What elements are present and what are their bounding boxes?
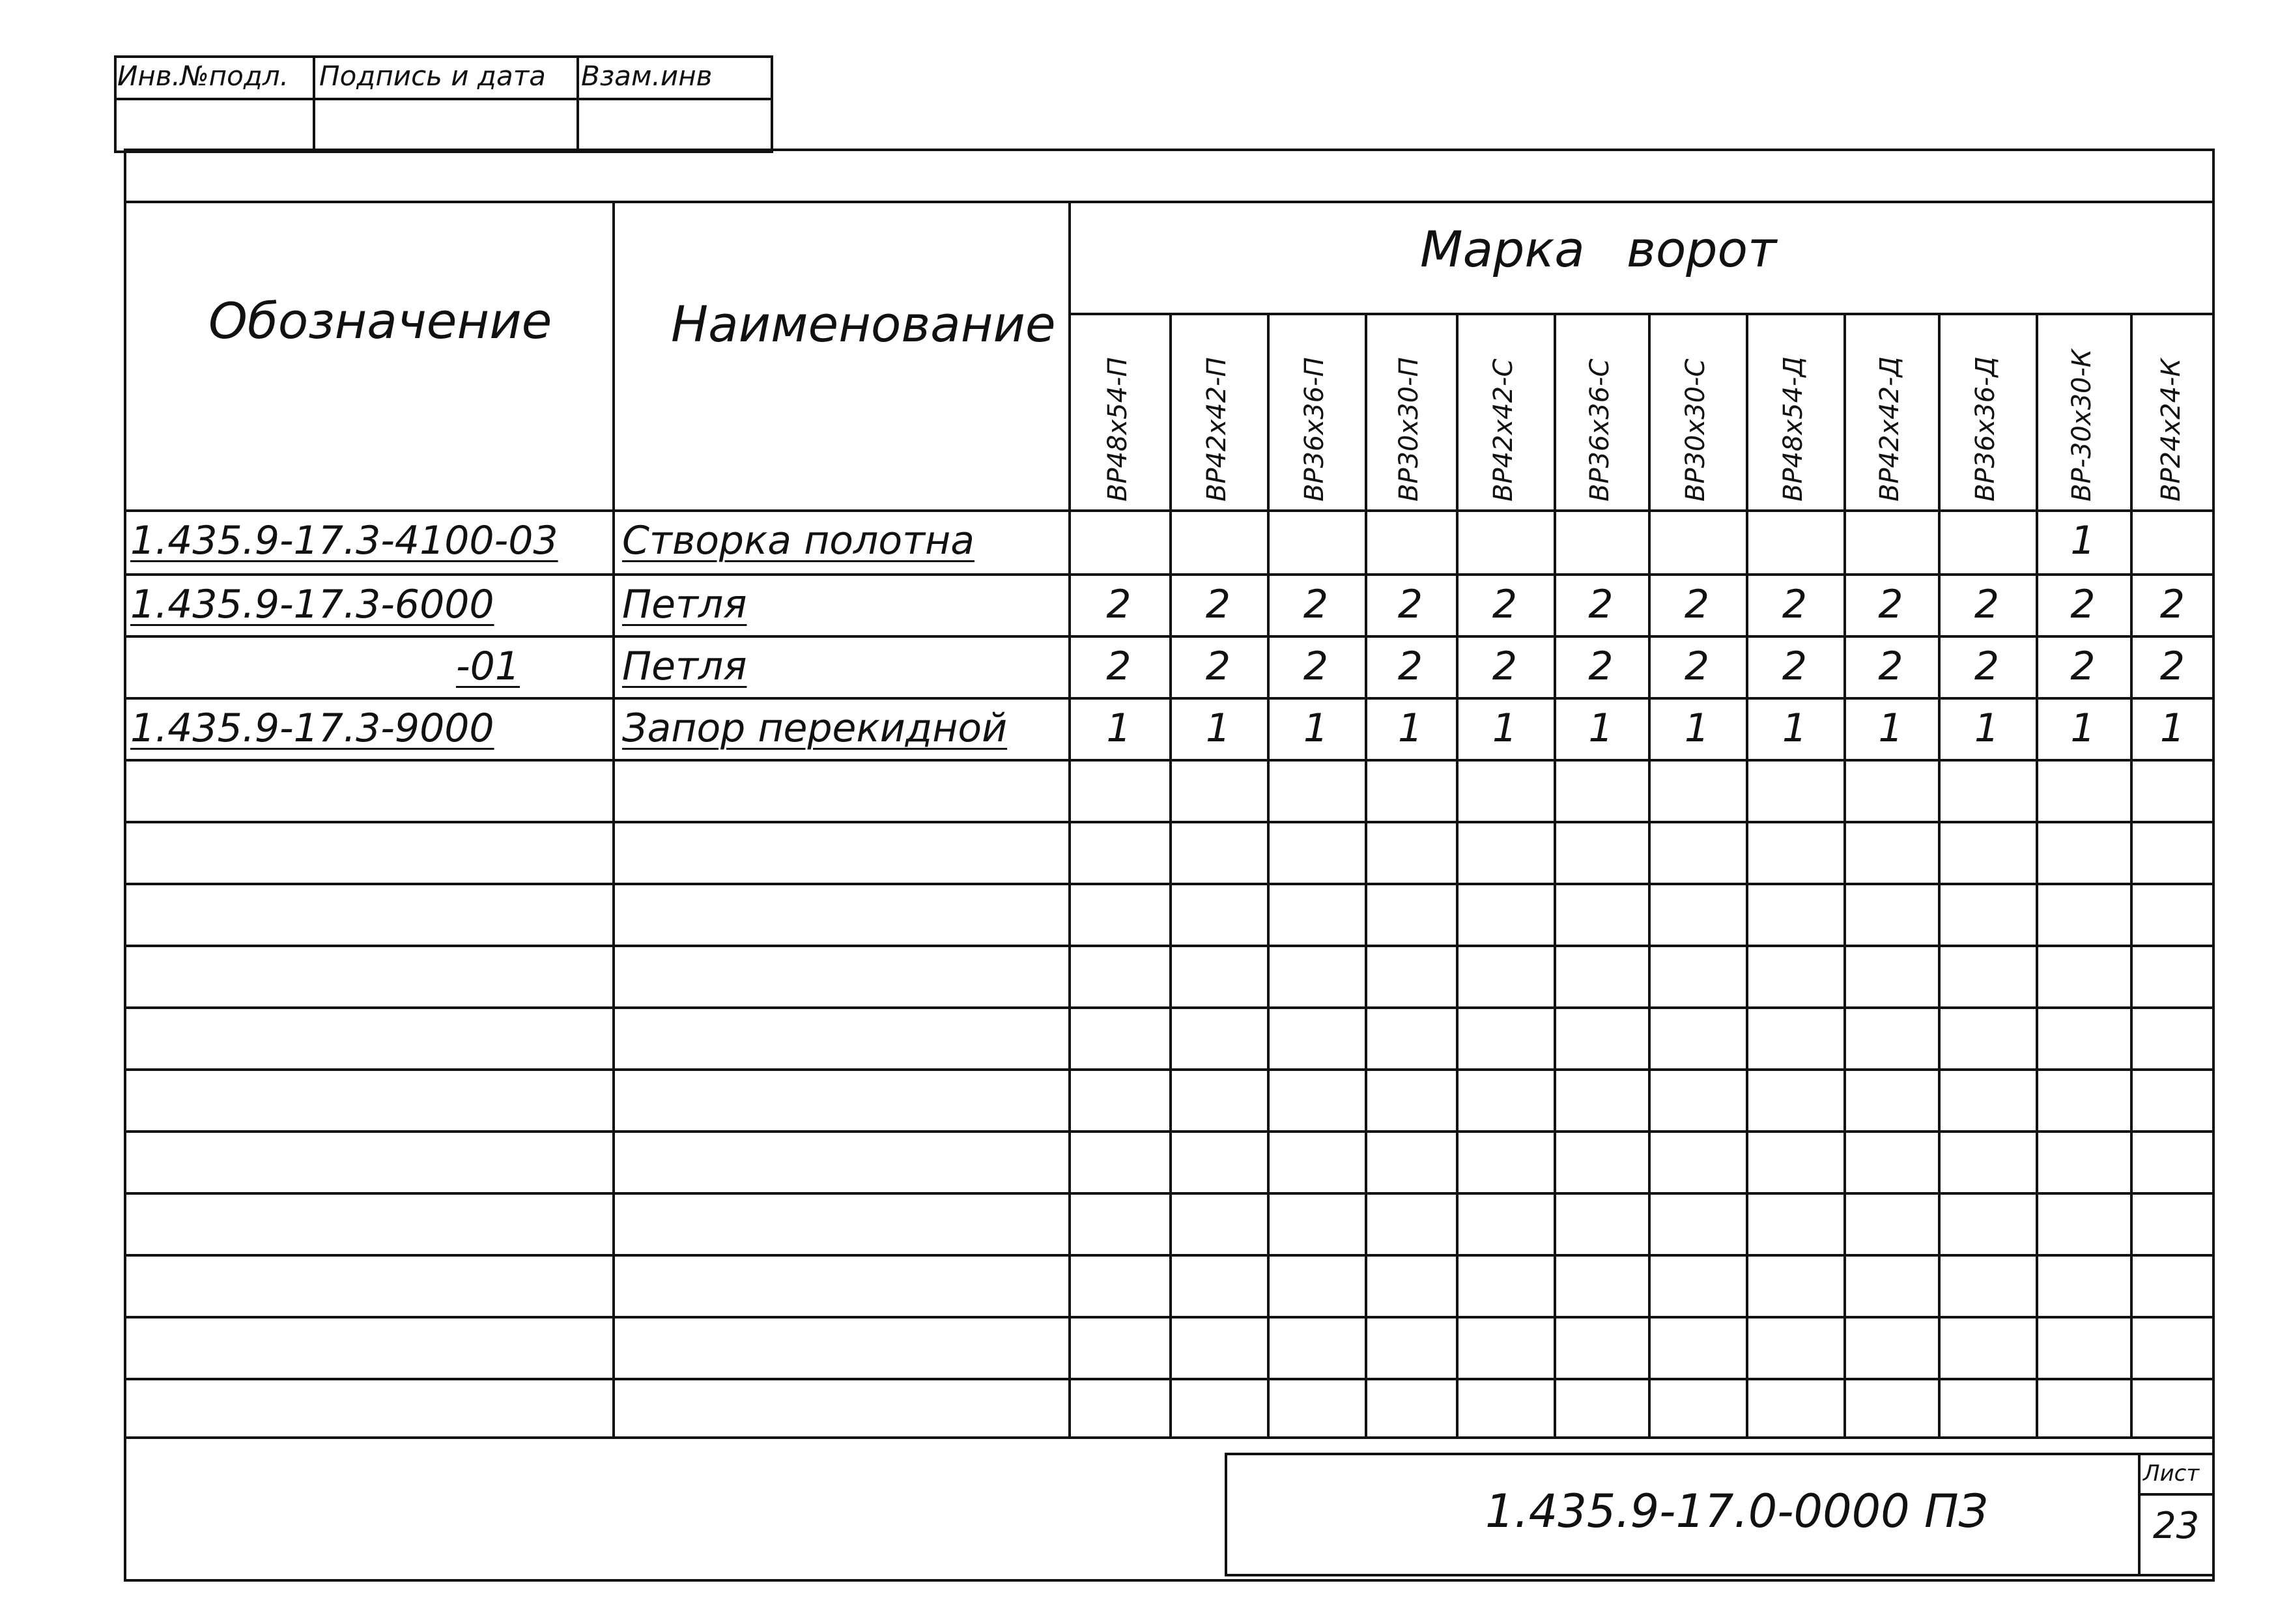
header-bottom-line [124, 509, 2215, 512]
column-header-label: ВР48x54-Д [1778, 356, 1808, 502]
row-qty: 2 [1106, 582, 1131, 627]
qty-col-line [2130, 313, 2133, 1436]
qty-col-line [1456, 313, 1459, 1436]
qty-col-line [1365, 313, 1367, 1436]
row-line [124, 1130, 2215, 1133]
column-header-label: ВР36x36-П [1300, 357, 1330, 502]
col-line-name [612, 201, 615, 1438]
row-qty: 1 [1106, 705, 1131, 751]
row-line [124, 1006, 2215, 1009]
qty-col-line [1648, 313, 1651, 1436]
row-qty: 2 [2159, 644, 2185, 689]
row-line [124, 759, 2215, 762]
stamp-inv: Инв.№подл. [117, 60, 289, 92]
qty-col-line [2036, 313, 2038, 1436]
row-designation: 1.435.9-17.3-9000 [130, 705, 494, 751]
qty-col-line [1554, 313, 1556, 1436]
row-qty: 2 [1782, 582, 1808, 627]
row-qty: 1 [1588, 705, 1614, 751]
row-line [124, 635, 2215, 638]
row-qty: 1 [1205, 705, 1231, 751]
row-qty: 1 [1303, 705, 1329, 751]
row-qty: 2 [1588, 582, 1614, 627]
row-line [124, 821, 2215, 823]
row-qty: 1 [2070, 518, 2096, 563]
stamp-col-line-2 [576, 55, 579, 153]
row-name: Створка полотна [622, 518, 975, 563]
row-qty: 2 [2070, 582, 2096, 627]
row-qty: 1 [2159, 705, 2185, 751]
sheet-line [2138, 1493, 2215, 1496]
row-qty: 2 [1974, 582, 2000, 627]
row-qty: 2 [1684, 644, 1710, 689]
sheet-label: Лист [2143, 1460, 2200, 1487]
column-header-label: ВР42x42-П [1202, 357, 1232, 502]
sheet-number: 23 [2153, 1505, 2200, 1547]
row-line [124, 573, 2215, 576]
row-qty: 1 [1397, 705, 1423, 751]
qty-col-line [1746, 313, 1748, 1436]
row-qty: 2 [1397, 582, 1423, 627]
stamp-divider [114, 98, 773, 100]
row-designation: 1.435.9-17.3-4100-03 [130, 518, 558, 563]
header-top-line [124, 201, 2215, 203]
row-line [124, 697, 2215, 700]
sheet-divider [2138, 1453, 2141, 1576]
header-marka: Марка ворот [1420, 220, 1777, 278]
column-header-label: ВР36x36-Д [1971, 356, 2000, 502]
row-name: Петля [622, 582, 747, 627]
row-qty: 2 [1205, 582, 1231, 627]
row-qty: 1 [1684, 705, 1710, 751]
table-bottom-line [124, 1436, 2215, 1439]
row-name: Петля [622, 644, 747, 689]
column-header-label: ВР42x42-С [1488, 358, 1518, 502]
row-line [124, 883, 2215, 885]
row-designation: -01 [456, 644, 520, 689]
row-qty: 2 [1205, 644, 1231, 689]
column-header-label: ВР30x30-С [1681, 358, 1711, 502]
row-qty: 2 [1684, 582, 1710, 627]
qty-col-line [1169, 313, 1172, 1436]
column-header-label: ВР-30x30-К [2066, 349, 2097, 502]
column-header-label: ВР42x42-Д [1874, 356, 1905, 502]
column-header-label: ВР48x54-П [1102, 357, 1133, 502]
row-qty: 2 [1878, 582, 1903, 627]
row-name: Запор перекидной [622, 705, 1008, 751]
row-line [124, 1192, 2215, 1195]
row-qty: 2 [2070, 644, 2096, 689]
row-line [124, 945, 2215, 947]
row-qty: 1 [2070, 705, 2096, 751]
qty-col-line [1267, 313, 1270, 1436]
row-qty: 2 [1303, 644, 1329, 689]
row-qty: 1 [1492, 705, 1518, 751]
row-qty: 2 [1492, 644, 1518, 689]
row-qty: 2 [1974, 644, 2000, 689]
row-line [124, 1068, 2215, 1071]
marka-line [1068, 313, 2215, 315]
row-qty: 2 [1397, 644, 1423, 689]
row-qty: 2 [1588, 644, 1614, 689]
row-line [124, 1254, 2215, 1257]
stamp-col-line-1 [313, 55, 315, 153]
doc-code: 1.435.9-17.0-0000 ПЗ [1485, 1485, 1988, 1538]
col-line-qty [1068, 201, 1071, 1438]
row-line [124, 1316, 2215, 1318]
stamp-vzam: Взам.инв [581, 60, 713, 92]
qty-col-line [1938, 313, 1941, 1436]
column-header-label: ВР30x30-П [1394, 357, 1424, 502]
row-qty: 1 [1878, 705, 1903, 751]
row-qty: 2 [1106, 644, 1131, 689]
row-line [124, 1378, 2215, 1380]
row-qty: 2 [2159, 582, 2185, 627]
row-qty: 2 [1303, 582, 1329, 627]
column-header-label: ВР24x24-К [2156, 358, 2186, 502]
row-qty: 1 [1782, 705, 1808, 751]
row-designation: 1.435.9-17.3-6000 [130, 582, 494, 627]
header-designation: Обозначение [208, 292, 552, 350]
row-qty: 1 [1974, 705, 2000, 751]
row-qty: 2 [1878, 644, 1903, 689]
column-header-label: ВР36x36-С [1584, 358, 1615, 502]
header-name: Наименование [671, 295, 1056, 353]
row-qty: 2 [1492, 582, 1518, 627]
stamp-sign: Подпись и дата [319, 60, 546, 92]
row-qty: 2 [1782, 644, 1808, 689]
qty-col-line [1843, 313, 1846, 1436]
